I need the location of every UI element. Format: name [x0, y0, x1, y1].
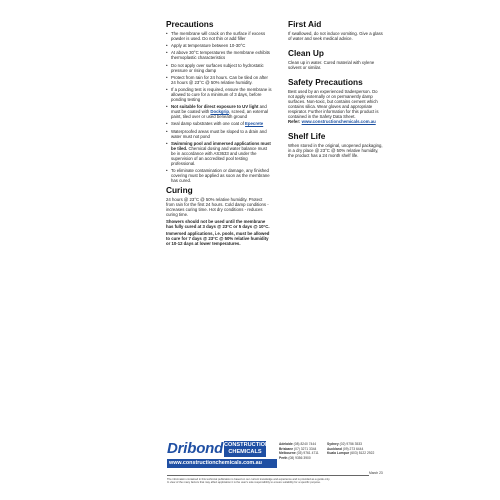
seal-text: Seal damp substrates with one coat of	[171, 121, 246, 127]
right-column	[288, 20, 383, 160]
list-item-pool	[166, 141, 272, 166]
revision-date: March 23	[369, 471, 383, 475]
tagline-line-2: CHEMICALS	[228, 449, 262, 456]
first-aid-text: If swallowed, do not induce vomiting. Give a glass of water and seek medical advice.	[288, 31, 383, 41]
contact-brisbane: Brisbane (07) 3271 3344	[279, 446, 317, 451]
epecrete-link[interactable]: Epecrete	[245, 121, 264, 127]
safety-body: Best used by an experienced tradesperson. Do not apply externally or on permanently damp surfaces. Non-toxic, but contains cement which contains silica. Wear gloves and appropriate respirator. Further information for this product is contained in the Safety Data Sheet.	[288, 89, 379, 119]
website-link[interactable]: www.constructionchemicals.com.au	[167, 459, 277, 468]
clean-up-heading: Clean Up	[288, 48, 324, 58]
list-item-seal	[166, 121, 272, 126]
contact-melbourne: Melbourne (03) 9761 4711	[279, 451, 319, 456]
footer	[148, 438, 386, 500]
curing-immersed-text: Immersed applications, i.e. pools, must be allowed to cure for 7 days @ 23°C @ 50% relative humidity or 10-12 days at lower temperatures.	[166, 230, 270, 246]
contact-kuala-lumpur: Kuala Lumpur (603) 5122 2922	[327, 451, 375, 456]
list-item: • Waterproofed areas must be sloped to a drain and water must not pond	[166, 129, 272, 139]
contact-perth: Perth (08) 9356 3900	[279, 456, 311, 461]
clean-up-text: Clean up in water. Cured material with xylene solvent or similar.	[288, 60, 375, 70]
precautions-list	[166, 31, 272, 183]
safety-heading: Safety Precautions	[288, 77, 363, 87]
disclaimer-line-1: The information contained in this technical publication is based on our current knowledge and experience and is provided as a guide only.	[167, 478, 331, 481]
safety-text	[288, 89, 383, 124]
footer-divider	[167, 475, 369, 476]
pool-text: Chemical dosing and water balance must be in accordance with AS3633 and under the supervision of an accredited pool testing professional.	[171, 145, 268, 166]
precautions-heading: Precautions	[166, 19, 214, 29]
tagline-line-1: CONSTRUCTION	[224, 442, 270, 448]
shelf-life-heading: Shelf Life	[288, 131, 326, 141]
shelf-life-text: When stored in the original, unopened packaging, in a dry place @ 23°C @ 50% relative humidity, the product has a 24 month shelf life.	[288, 143, 383, 158]
contact-list	[279, 442, 379, 461]
contact-auckland: Auckland (09) 273 6444	[327, 446, 364, 451]
list-item: • Apply at temperature between 10-30°C	[166, 43, 272, 48]
document-page	[148, 0, 386, 500]
uv-text-pre: and must be coated with	[171, 104, 267, 115]
list-item: • The membrane will crack on the surface if excess powder is used. Do not thin or add filler	[166, 31, 272, 41]
list-item: • To eliminate contamination or damage, any finished covering must be applied as soon as the membrane has cured.	[166, 168, 272, 183]
disclaimer-line-2: In view of the many factors that may affect application it is the user's sole responsibility to ensure suitability for a specific purpose.	[167, 481, 321, 485]
brand-tagline	[224, 441, 270, 457]
sds-link[interactable]: www.constructionchemicals.com.au	[301, 119, 376, 124]
contact-sydney: Sydney (02) 9756 3533	[327, 442, 363, 446]
refer-label: Refer:	[288, 119, 302, 124]
contact-adelaide: Adelaide (08) 8240 7444	[279, 442, 317, 446]
list-item: • If a ponding test is required, ensure the membrane is allowed to cure for a minimum of 3 days, before ponding testing	[166, 87, 272, 102]
brand-name: Dribond	[167, 440, 224, 457]
dockgrip-link[interactable]: Dockgrip	[210, 109, 230, 115]
list-item-uv	[166, 104, 272, 119]
curing-showers-text: Showers should not be used until the membrane has fully cured at 3 days @ 23°C or 5 days @ 10°C.	[166, 218, 270, 229]
list-item: • Protect from rain for 24 hours. Can be tiled on after 24 hours @ 23°C @ 50% relative humidity.	[166, 75, 272, 85]
uv-warning-text: Not suitable for direct exposure to UV light	[171, 104, 259, 110]
curing-text: 24 hours @ 23°C @ 50% relative humidity. Protect from rain for the first 24 hours. Cold damp conditions - increases curing time. Hot dry conditions - reduces curing time.	[166, 196, 269, 217]
left-column	[166, 20, 272, 248]
dribond-logo	[167, 440, 270, 458]
list-item: • Do not apply over surfaces subject to hydrostatic pressure or rising damp	[166, 63, 272, 73]
first-aid-heading: First Aid	[288, 19, 322, 29]
list-item: • At above 30°C temperatures the membrane exhibits thermoplastic characteristics	[166, 50, 272, 60]
uv-text-post: , screed, an external paint, tiled over or used beneath ground	[171, 109, 268, 120]
disclaimer	[167, 478, 377, 485]
pool-warning-text: Swimming pool and immersed applications must be tiled.	[171, 140, 271, 151]
curing-heading: Curing	[166, 184, 193, 195]
